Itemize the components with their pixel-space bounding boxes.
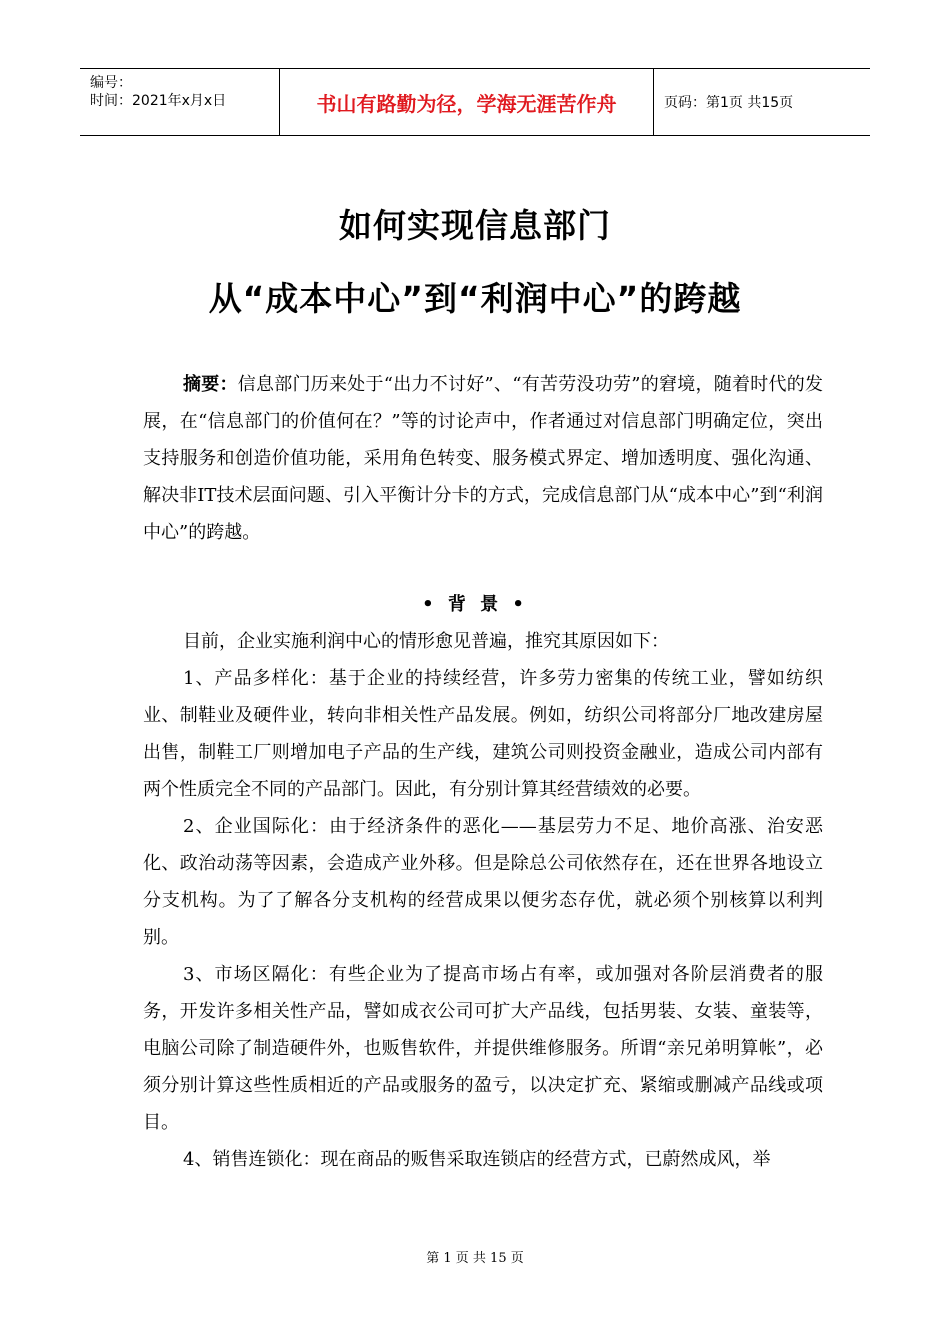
abstract-paragraph xyxy=(143,366,823,551)
body-paragraph: 目前，企业实施利润中心的情形愈见普遍，推究其原因如下： xyxy=(183,631,669,652)
header-page-info: 页码：第1页 共15页 xyxy=(664,95,794,111)
body-paragraph: 1、产品多样化：基于企业的持续经营，许多劳力密集的传统工业，譬如纺织业、制鞋业及硬件业，转向非相关性产品发展。例如，纺织公司将部分厂地改建房屋出售，制鞋工厂则增加电子产品的生产线，建筑公司则投资金融业，造成公司内部有两个性质完全不同的产品部门。因此，有分别计算其经营绩效的必要。 xyxy=(143,668,823,800)
header-motto: 书山有路勤为径，学海无涯苦作舟 xyxy=(280,69,654,135)
document-header xyxy=(80,68,870,136)
body-paragraph: 2、企业国际化：由于经济条件的恶化——基层劳力不足、地价高涨、治安恶化、政治动荡等因素，会造成产业外移。但是除总公司依然存在，还在世界各地设立分支机构。为了了解各分支机构的经营成果以便劣态存优，就必须个别核算以利判别。 xyxy=(143,816,823,948)
header-meta-cell xyxy=(80,69,280,135)
section-heading-background: • 背 景 • xyxy=(422,594,528,615)
section-body xyxy=(143,623,823,1178)
page-footer: 第 1 页 共 15 页 xyxy=(426,1251,524,1266)
abstract-block xyxy=(143,366,823,551)
document-title-line2: 从“成本中心”到“利润中心”的跨越 xyxy=(208,279,742,318)
abstract-label: 摘要： xyxy=(183,374,238,395)
abstract-text: 信息部门历来处于“出力不讨好”、“有苦劳没功劳”的窘境，随着时代的发展，在“信息部门的价值何在？”等的讨论声中，作者通过对信息部门明确定位，突出支持服务和创造价值功能，采用角色转变、服务模式界定、增加透明度、强化沟通、解决非IT技术层面问题、引入平衡计分卡的方式，完成信息部门从“成本中心”到“利润中心”的跨越。 xyxy=(143,374,823,543)
body-paragraph: 3、市场区隔化：有些企业为了提高市场占有率，或加强对各阶层消费者的服务，开发许多相关性产品，譬如成衣公司可扩大产品线，包括男装、女装、童装等，电脑公司除了制造硬件外，也贩售软件，并提供维修服务。所谓“亲兄弟明算帐”，必须分别计算这些性质相近的产品或服务的盈亏，以决定扩充、紧缩或删减产品线或项目。 xyxy=(143,964,823,1133)
document-title-line1: 如何实现信息部门 xyxy=(339,206,611,245)
document-time-label: 时间：2021年x月x日 xyxy=(90,93,227,109)
document-number-label: 编号： xyxy=(90,75,132,91)
body-paragraph: 4、销售连锁化：现在商品的贩售采取连锁店的经营方式，已蔚然成风，举 xyxy=(183,1149,771,1170)
